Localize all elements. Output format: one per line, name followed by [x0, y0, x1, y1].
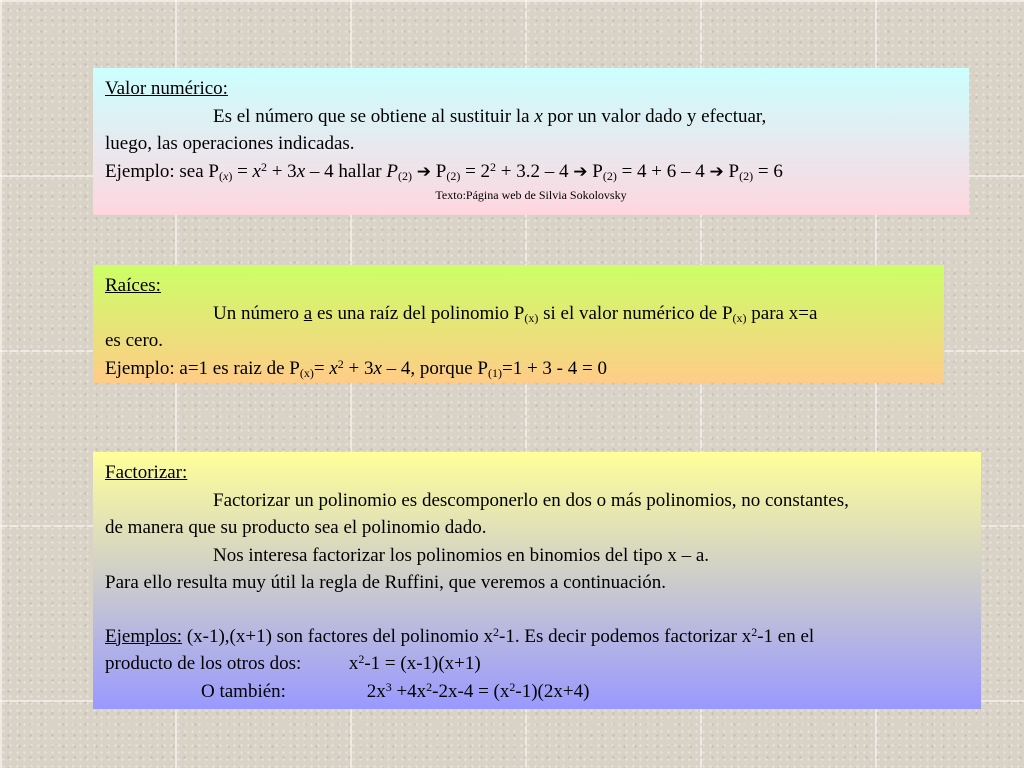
raices-definition-cont: es cero. [105, 330, 164, 351]
raices-box [93, 265, 944, 383]
factorizar-definition-cont: de manera que su producto sea el polinomio dado. [105, 517, 487, 538]
valor-example: Ejemplo: sea $P_{(x)} = x^2 + 3x - 4$ hallar $P_{(2)}$ ➔ $P_{(2)} = 2^2 + 3.2 - 4$ ➔ $P_{(2)} = 4 + 6 - 4$ ➔ $P_{(2)} = 6$ [105, 159, 783, 183]
valor-definition-cont: luego, las operaciones indicadas. [105, 133, 355, 154]
factorizar-box [93, 452, 981, 709]
valor-definition: Es el número que se obtiene al sustituir la x por un valor dado y efectuar, [213, 105, 767, 127]
factorizar-ruffini: Para ello resulta muy útil la regla de Ruffini, que veremos a continuación. [105, 572, 667, 593]
source-credit: Texto:Página web de Silvia Sokolovsky [435, 188, 627, 202]
ejemplos-line: Ejemplos: (x-1),(x+1) son factores del polinomio $x^2-1$. Es decir podemos factorizar $x^2-1$ en el [105, 624, 815, 647]
factorizar-binomios: Nos interesa factorizar los polinomios en binomios del tipo x – a. [213, 544, 710, 566]
ejemplos-product: producto de los otros dos: $x^2-1 = (x-1)(x+1)$ [105, 652, 481, 674]
factorizar-definition: Factorizar un polinomio es descomponerlo en dos o más polinomios, no constantes, [213, 489, 849, 511]
valor-title: Valor numérico: [105, 78, 228, 99]
arrow-right-icon: ➔ [416, 161, 431, 182]
raices-example: Ejemplo: a=1 es raiz de $P_{(x)}= x^2 + 3x - 4$, porque $P_{(1)}=1 + 3 - 4 = 0$ [105, 356, 607, 380]
spacer [105, 597, 969, 623]
raices-title: Raíces: [105, 275, 161, 296]
factorizar-title: Factorizar: [105, 462, 188, 483]
valor-numerico-box [93, 68, 969, 215]
raices-definition: Un número a es una raíz del polinomio $P_{(x)}$ si el valor numérico de $P_{(x)}$ para x=a [213, 302, 818, 325]
arrow-right-icon: ➔ [709, 161, 724, 182]
ejemplos-tambien: O también: $2x^3 +4x^2-2x-4 = (x^2-1)(2x+4)$ [201, 679, 590, 702]
arrow-right-icon: ➔ [573, 161, 588, 182]
